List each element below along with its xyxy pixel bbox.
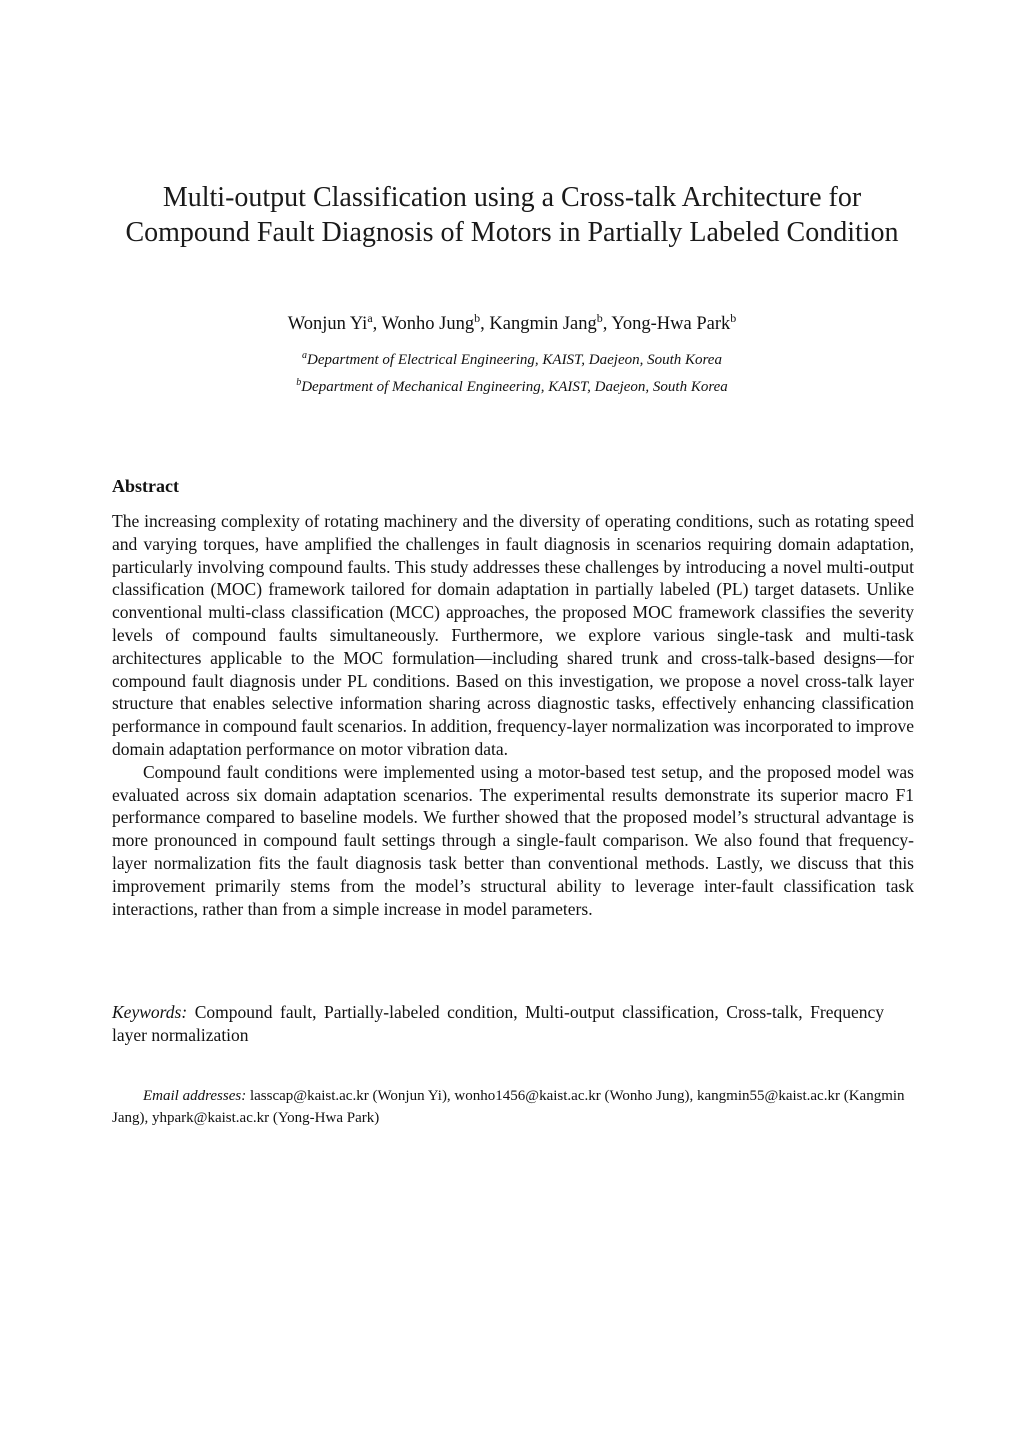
author-list: Wonjun Yi$^a$, Wonho Jung$^b$, Kangmin Jang$^b$, Yong-Hwa Park$^b$ (287, 310, 737, 334)
abstract-paragraph: The increasing complexity of rotating machinery and the diversity of operating conditions, such as rotating speed and varying torques, have amplified the challenges in fault diagnosis in scenarios requiring domain adaptation, particularly involving compound faults. This study addresses these challenges by introducing a novel multi-output classification (MOC) framework tailored for domain adaptation in partially labeled (PL) target datasets. Unlike conventional multi-class classification (MCC) approaches, the proposed MOC framework classifies the severity levels of compound faults simultaneously. Furthermore, we explore various single-task and multi-task architectures applicable to the MOC formulation—including shared trunk and cross-talk-based designs—for compound fault diagnosis under PL conditions. Based on this investigation, we propose a novel cross-talk layer structure that enables selective information sharing across diagnostic tasks, effectively enhancing classification performance in compound fault scenarios. In addition, frequency-layer normalization was incorporated to improve domain adaptation performance on motor vibration data. (112, 511, 914, 759)
author-affiliation-mark: a (367, 310, 373, 325)
affiliation-text: Department of Mechanical Engineering, KAIST, Daejeon, South Korea (301, 379, 728, 395)
abstract-paragraph: Compound fault conditions were implemented using a motor-based test setup, and the proposed model was evaluated across six domain adaptation scenarios. The experimental results demonstrate its superior macro F1 performance compared to baseline models. We further showed that the proposed model’s structural advantage is more pronounced in compound fault settings through a single-fault comparison. We also found that frequency-layer normalization fits the fault diagnosis task better than conventional methods. Lastly, we discuss that this improvement primarily stems from the model’s structural ability to leverage inter-fault classification task interactions, rather than from a simple increase in model parameters. (112, 761, 914, 919)
affiliation-text: Department of Electrical Engineering, KAIST, Daejeon, South Korea (307, 352, 722, 368)
abstract-body (112, 510, 914, 920)
keywords-text: Compound fault, Partially-labeled condition, Multi-output classification, Cross-talk, Frequency layer normalization (112, 1002, 884, 1045)
author-name: Wonjun Yi (287, 314, 368, 334)
author-affiliation-mark: b (730, 310, 737, 325)
author-name: Wonho Jung (381, 314, 475, 334)
author-name: Kangmin Jang (489, 314, 597, 334)
abstract-heading: Abstract (112, 476, 179, 496)
keywords (112, 1001, 884, 1047)
email-addresses (112, 1085, 914, 1129)
author-name: Yong-Hwa Park (611, 314, 731, 334)
email-text: lasscap@kaist.ac.kr (Wonjun Yi), wonho1456@kaist.ac.kr (Wonho Jung), kangmin55@kaist.ac.kr (Kangmin Jang), yhpark@kaist.ac.kr (Yong-Hwa Park) (112, 1088, 905, 1126)
affiliation (110, 350, 914, 370)
affiliation-mark: a (302, 350, 308, 361)
author-affiliation-mark: b (474, 310, 481, 325)
paper-title: Multi-output Classification using a Cross-talk Architecture for Compound Fault Diagnosis of Motors in Partially Labeled Condition (125, 182, 899, 248)
affiliation-mark: b (296, 377, 302, 388)
author-affiliation-mark: b (596, 310, 603, 325)
keywords-label: Keywords: (112, 1002, 188, 1022)
email-label: Email addresses: (143, 1088, 247, 1104)
affiliation (110, 377, 914, 397)
